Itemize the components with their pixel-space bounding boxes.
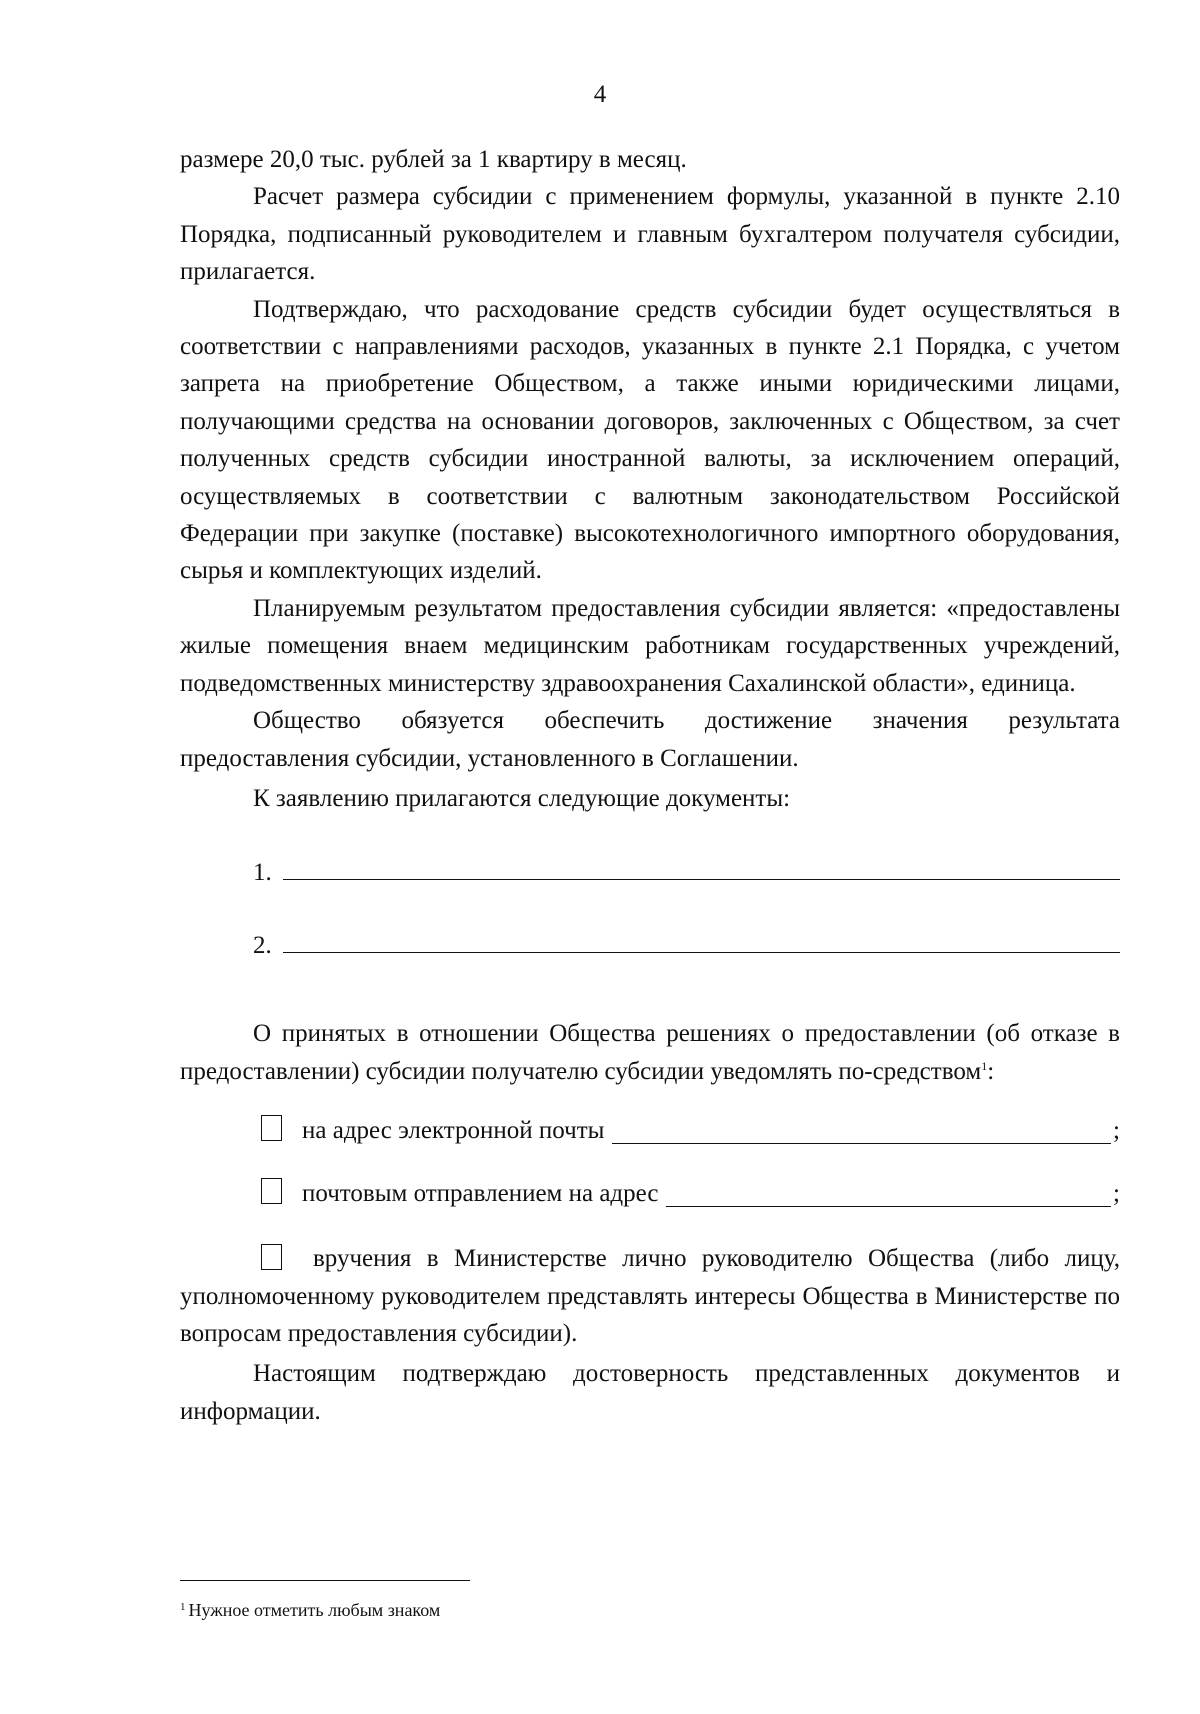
attached-document-number: 2. (253, 932, 272, 960)
paragraph-closing: Настоящим подтверждаю достоверность представленных документов и информации. (180, 1360, 1120, 1425)
footnote (180, 1600, 440, 1621)
page-number: 4 (593, 81, 607, 108)
paragraph-notification (180, 1015, 1120, 1090)
attached-document-number: 1. (253, 859, 272, 887)
footnote-mark: 1 (180, 1601, 186, 1613)
footnote-divider (180, 1580, 470, 1581)
attached-document-field[interactable] (283, 926, 1120, 953)
notification-text: О принятых в отношении Общества решениях о предоставлении (об отказе в предоставлении) субсидии получателю субсидии уведомлять по-средством (180, 1020, 1120, 1085)
post-checkbox[interactable] (261, 1178, 282, 1204)
notify-option-post (180, 1175, 1120, 1212)
paragraph-planned-result: Планируемым результатом предоставления субсидии является: «предоставлены жилые помещения внаем медицинским работникам государственных учреждений, подведомственных министерству здравоохранения Сахалинской области», единица. (180, 594, 1120, 697)
postal-address-field[interactable] (666, 1180, 1111, 1207)
in-person-option-label: вручения в Министерстве лично руководителю Общества (либо лицу, уполномоченному руководителем представлять интересы Общества в Министерстве по вопросам предоставления субсидии). (180, 1245, 1120, 1347)
post-option-label: почтовым отправлением на адрес (302, 1179, 659, 1207)
paragraph-calculation: Расчет размера субсидии с применением формулы, указанной в пункте 2.10 Порядка, подписанный руководителем и главным бухгалтером получателя субсидии, прилагается. (180, 183, 1120, 286)
footnote-reference[interactable]: 1 (981, 1058, 988, 1073)
email-checkbox[interactable] (261, 1115, 282, 1141)
post-option-end: ; (1113, 1179, 1120, 1207)
notify-option-email (180, 1112, 1120, 1149)
attached-document-line (180, 853, 1120, 890)
attached-document-field[interactable] (283, 853, 1120, 880)
paragraph-attachments: К заявлению прилагаются следующие документы: (253, 784, 791, 812)
paragraph-confirmation: Подтверждаю, что расходование средств субсидии будет осуществляться в соответствии с направлениями расходов, указанных в пункте 2.1 Порядка, с учетом запрета на приобретение Обществом, а также иными юридическими лицами, получающими средства на основании договоров, заключенных с Обществом, за счет полученных средств субсидии иностранной валюты, за исключением операций, осуществляемых в соответствии с валютным законодательством Российской Федерации при закупке (поставке) высокотехнологичного импортного оборудования, сырья и комплектующих изделий. (180, 295, 1120, 585)
email-option-label: на адрес электронной почты (302, 1116, 605, 1144)
in-person-checkbox[interactable] (261, 1244, 282, 1270)
notify-option-in-person (180, 1240, 1120, 1352)
email-address-field[interactable] (612, 1117, 1111, 1144)
email-option-end: ; (1113, 1116, 1120, 1144)
paragraph-obligation: Общество обязуется обеспечить достижение значения результата предоставления субсидии, установленного в Соглашении. (180, 707, 1120, 772)
document-body (180, 141, 1120, 1430)
notification-colon: : (987, 1057, 995, 1085)
footnote-text: Нужное отметить любым знаком (188, 1600, 441, 1620)
attached-document-line (180, 926, 1120, 963)
paragraph-amount: размере 20,0 тыс. рублей за 1 квартиру в месяц. (180, 146, 687, 173)
